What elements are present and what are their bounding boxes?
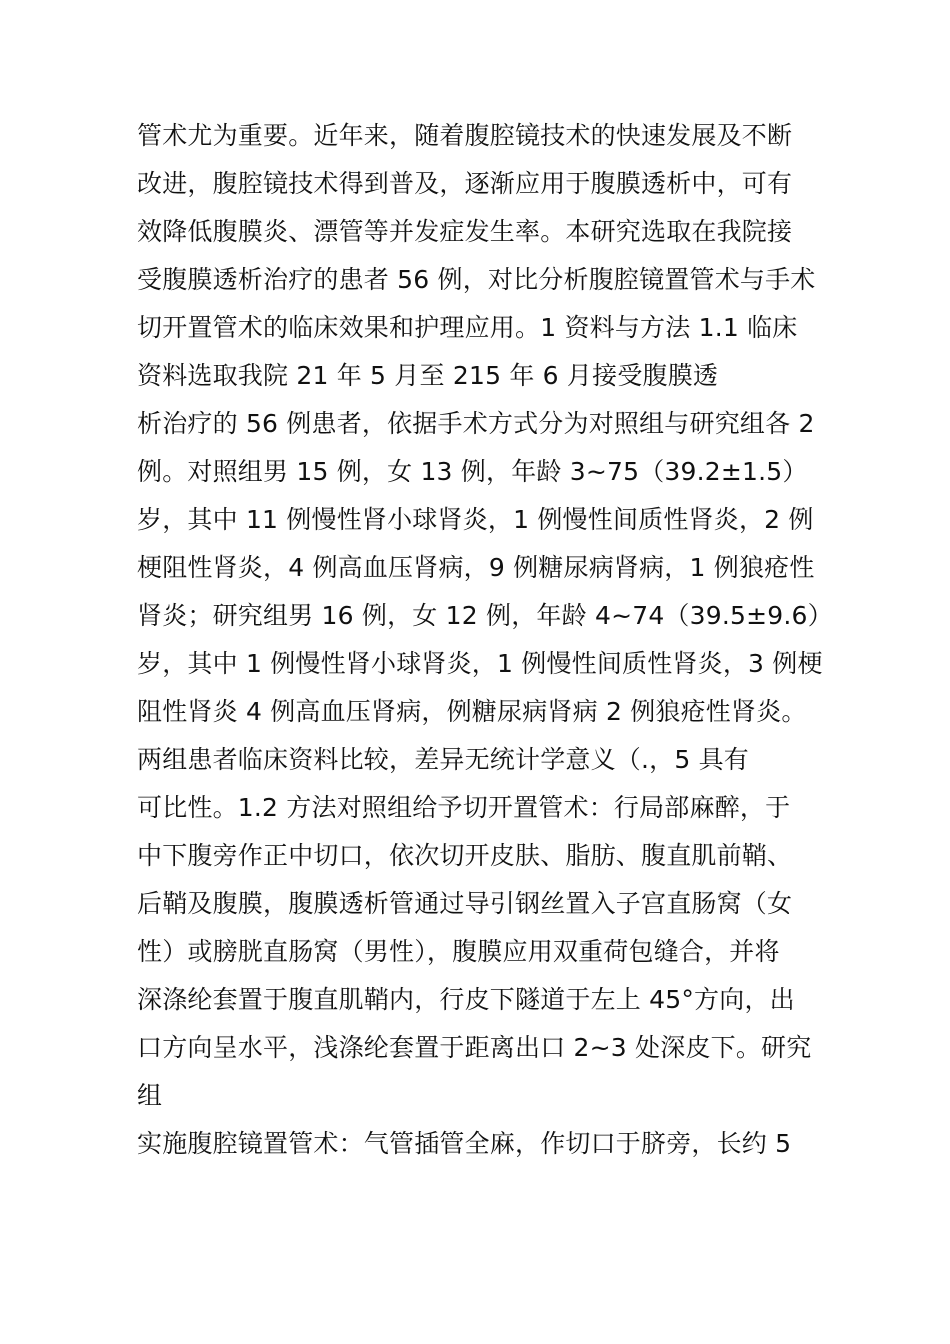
text-line: 口方向呈水平，浅涤纶套置于距离出口 2~3 处深皮下。研究 [137, 1033, 812, 1062]
text-line: 梗阻性肾炎，4 例高血压肾病，9 例糖尿病肾病，1 例狼疮性 [137, 553, 815, 582]
text-line: 管术尤为重要。近年来，随着腹腔镜技术的快速发展及不断 [137, 121, 793, 150]
text-line: 改进，腹腔镜技术得到普及，逐渐应用于腹膜透析中，可有 [137, 169, 793, 198]
text-line: 中下腹旁作正中切口，依次切开皮肤、脂肪、腹直肌前鞘、 [137, 841, 793, 870]
text-line: 例。对照组男 15 例，女 13 例，年龄 3~75（39.2±1.5） [137, 457, 808, 486]
text-line: 后鞘及腹膜，腹膜透析管通过导引钢丝置入子宫直肠窝（女 [137, 889, 793, 918]
text-line: 两组患者临床资料比较，差异无统计学意义（.，5 具有 [137, 745, 750, 774]
body-text [137, 112, 837, 1168]
text-line: 可比性。1.2 方法对照组给予切开置管术：行局部麻醉，于 [137, 793, 791, 822]
text-line: 性）或膀胱直肠窝（男性），腹膜应用双重荷包缝合，并将 [137, 937, 780, 966]
text-line: 岁，其中 11 例慢性肾小球肾炎，1 例慢性间质性肾炎，2 例 [137, 505, 814, 534]
text-line: 深涤纶套置于腹直肌鞘内，行皮下隧道于左上 45°方向，出 [137, 985, 795, 1014]
text-line: 肾炎；研究组男 16 例，女 12 例，年龄 4~74（39.5±9.6） [137, 601, 833, 630]
text-line: 析治疗的 56 例患者，依据手术方式分为对照组与研究组各 2 [137, 409, 815, 438]
text-line: 岁，其中 1 例慢性肾小球肾炎，1 例慢性间质性肾炎，3 例梗 [137, 649, 823, 678]
text-line: 实施腹腔镜置管术：气管插管全麻，作切口于脐旁，长约 5 [137, 1129, 792, 1158]
text-line: 阻性肾炎 4 例高血压肾病，例糖尿病肾病 2 例狼疮性肾炎。 [137, 697, 807, 726]
text-line: 切开置管术的临床效果和护理应用。1 资料与方法 1.1 临床 [137, 313, 798, 342]
text-line: 受腹膜透析治疗的患者 56 例，对比分析腹腔镜置管术与手术 [137, 265, 816, 294]
text-line: 效降低腹膜炎、漂管等并发症发生率。本研究选取在我院接 [137, 217, 793, 246]
text-line: 资料选取我院 21 年 5 月至 215 年 6 月接受腹膜透 [137, 361, 719, 390]
text-line: 组 [137, 1081, 163, 1110]
